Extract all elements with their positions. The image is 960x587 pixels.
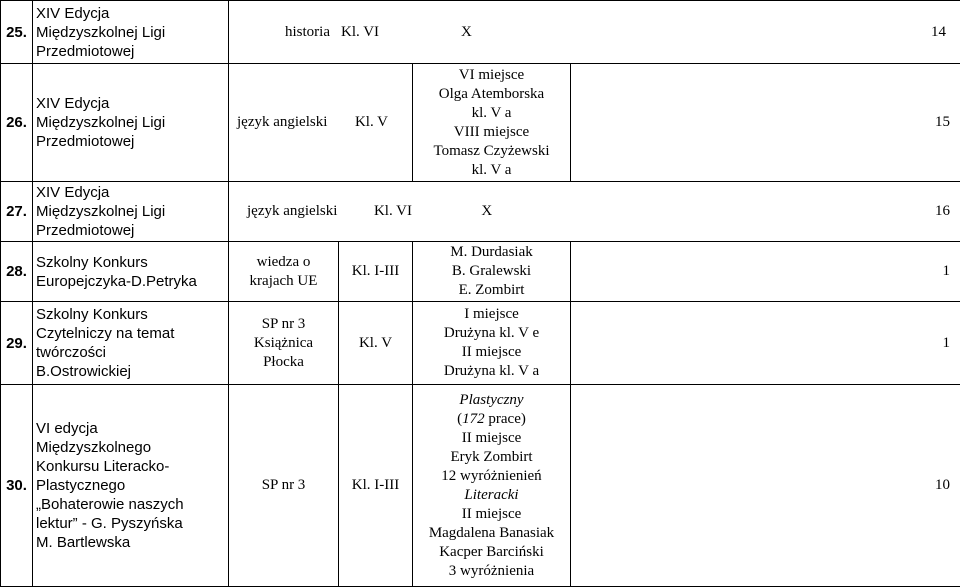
competition-line: Przedmiotowej [36,42,225,61]
work-count: (172 prace) [416,410,567,429]
result-cell [413,64,571,182]
subject: historia [229,23,341,42]
class-level: Kl. I-III [339,242,413,302]
subject-line: SP nr 3 [232,476,335,495]
result-line: Drużyna kl. V a [416,362,567,381]
merged-subject-cell [229,182,960,242]
subject: język angielski [237,113,327,132]
participant-count: 14 [846,23,956,42]
row-number: 30. [1,385,33,587]
competition-line: XIV Edycja [36,183,225,202]
table-row [1,242,960,302]
competition-line: Międzyszkolnej Ligi [36,113,225,132]
result-line: Magdalena Banasiak [416,524,567,543]
competition-line: Konkursu Literacko- [36,457,225,476]
participant-count: 16 [755,202,960,221]
result-line: II miejsce [416,429,567,448]
result-line: II miejsce [416,343,567,362]
competition-line: Czytelniczy na temat [36,324,225,343]
result-line: Kacper Barciński [416,543,567,562]
row-number: 28. [1,242,33,302]
competition-line: Przedmiotowej [36,221,225,240]
result-cell [413,242,571,302]
table-row [1,1,960,64]
competition-line: Szkolny Konkurs [36,253,225,272]
result-line: kl. V a [416,104,567,123]
competition-line: M. Bartlewska [36,533,225,552]
competition-line: VI edycja [36,419,225,438]
result-line: Tomasz Czyżewski [416,142,567,161]
competition-line: twórczości [36,343,225,362]
class-level: Kl. V [355,113,388,132]
result-line: M. Durdasiak [416,243,567,262]
subject-line: krajach UE [232,272,335,291]
category-label: Literacki [416,486,567,505]
result-cell [413,302,571,385]
result-line: Eryk Zombirt [416,448,567,467]
result-cell [413,385,571,587]
result-line: Olga Atemborska [416,85,567,104]
subject [229,302,339,385]
subject: język angielski [229,202,374,221]
class-level: Kl. VI [341,23,461,42]
merged-subject-cell [229,1,960,64]
result-text: X [481,202,754,221]
competition-line: lektur” - G. Pyszyńska [36,514,225,533]
result-line: 3 wyróżnienia [416,562,567,581]
row-number: 29. [1,302,33,385]
work-count-number: 172 [462,411,485,427]
participant-count: 1 [571,302,960,385]
competition-name [33,182,229,242]
subject [229,242,339,302]
result-line: kl. V a [416,161,567,180]
table-row [1,64,960,182]
table-row [1,182,960,242]
result-line: B. Gralewski [416,262,567,281]
table-row [1,302,960,385]
competition-line: B.Ostrowickiej [36,362,225,381]
result-line: II miejsce [416,505,567,524]
subject-line: wiedza o [232,253,335,272]
competition-line: Plastycznego [36,476,225,495]
competition-line: Szkolny Konkurs [36,305,225,324]
competition-line: XIV Edycja [36,94,225,113]
row-number: 26. [1,64,33,182]
subject-line: Płocka [232,353,335,372]
result-line: VIII miejsce [416,123,567,142]
participant-count: 10 [571,385,960,587]
competition-line: Międzyszkolnej Ligi [36,202,225,221]
class-level: Kl. VI [374,202,481,221]
table-row [1,385,960,587]
result-text: X [461,23,846,42]
result-line: 12 wyróżnienień [416,467,567,486]
competition-name [33,1,229,64]
result-line: VI miejsce [416,66,567,85]
subject [229,385,339,587]
work-count-rest: prace) [485,411,526,427]
row-number: 25. [1,1,33,64]
result-line: E. Zombirt [416,281,567,300]
subject-class-cell [229,64,413,182]
participant-count: 1 [571,242,960,302]
category-label: Plastyczny [416,391,567,410]
competition-line: Przedmiotowej [36,132,225,151]
subject-line: SP nr 3 [232,315,335,334]
class-level: Kl. V [339,302,413,385]
result-line: Drużyna kl. V e [416,324,567,343]
competition-line: XIV Edycja [36,4,225,23]
subject-line: Książnica [232,334,335,353]
competition-line: Międzyszkolnej Ligi [36,23,225,42]
class-level: Kl. I-III [339,385,413,587]
result-line: I miejsce [416,305,567,324]
competition-line: Międzyszkolnego [36,438,225,457]
competition-line: Europejczyka-D.Petryka [36,272,225,291]
competition-name [33,64,229,182]
competition-line: „Bohaterowie naszych [36,495,225,514]
competition-name [33,242,229,302]
competition-name [33,385,229,587]
competition-name [33,302,229,385]
participant-count: 15 [571,64,960,182]
row-number: 27. [1,182,33,242]
